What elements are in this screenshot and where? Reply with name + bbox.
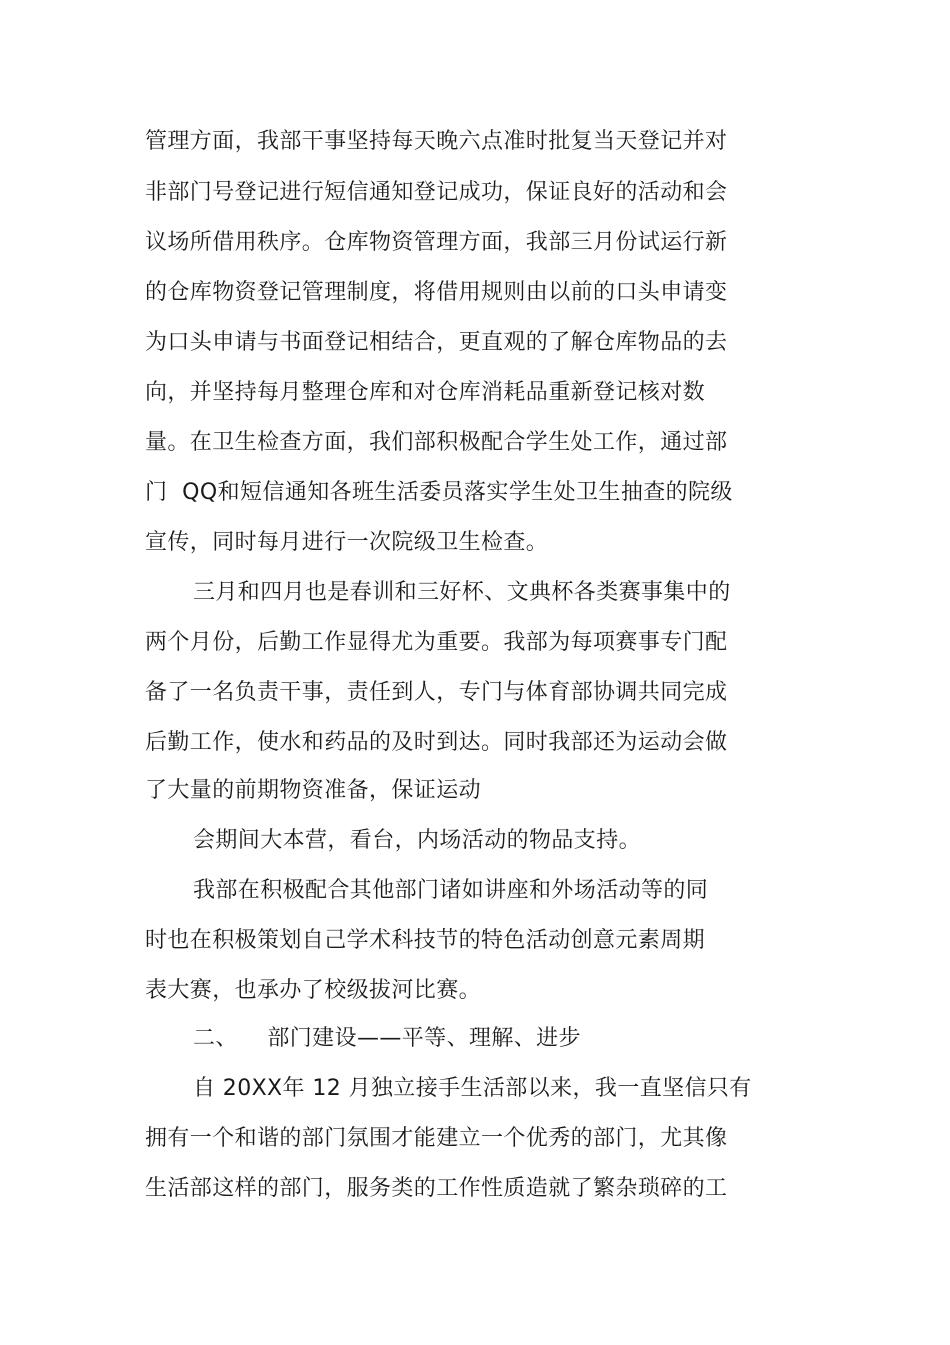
text-line: 生活部这样的部门，服务类的工作性质造就了繁杂琐碎的工 bbox=[145, 1176, 728, 1201]
text-line: 非部门号登记进行短信通知登记成功，保证良好的活动和会 bbox=[145, 180, 728, 205]
section-heading: 二、 部门建设——平等、理解、进步 bbox=[193, 1026, 581, 1051]
text-line: 为口头申请与书面登记相结合，更直观的了解仓库物品的去 bbox=[145, 330, 728, 355]
text-line: 表大赛，也承办了校级拔河比赛。 bbox=[145, 978, 482, 1003]
text-line: 管理方面，我部干事坚持每天晚六点准时批复当天登记并对 bbox=[145, 129, 728, 154]
text-line: 的仓库物资登记管理制度，将借用规则由以前的口头申请变 bbox=[145, 280, 728, 305]
text-line: 了大量的前期物资准备，保证运动 bbox=[145, 778, 482, 803]
text-line: 自 20XX年 12 月独立接手生活部以来，我一直坚信只有 bbox=[193, 1076, 752, 1101]
text-line: 三月和四月也是春训和三好杯、文典杯各类赛事集中的 bbox=[193, 580, 731, 605]
text-line: 备了一名负责干事，责任到人，专门与体育部协调共同完成 bbox=[145, 680, 728, 705]
text-line: 议场所借用秩序。仓库物资管理方面，我部三月份试运行新 bbox=[145, 230, 728, 255]
text-line: 后勤工作，使水和药品的及时到达。同时我部还为运动会做 bbox=[145, 730, 728, 755]
text-line: 向，并坚持每月整理仓库和对仓库消耗品重新登记核对数 bbox=[145, 380, 706, 405]
text-line: 我部在积极配合其他部门诸如讲座和外场活动等的同 bbox=[193, 878, 709, 903]
text-line: 时也在积极策划自己学术科技节的特色活动创意元素周期 bbox=[145, 928, 706, 953]
text-line: 宣传，同时每月进行一次院级卫生检查。 bbox=[145, 530, 549, 555]
text-line: 两个月份，后勤工作显得尤为重要。我部为每项赛事专门配 bbox=[145, 630, 728, 655]
text-line: 拥有一个和谐的部门氛围才能建立一个优秀的部门，尤其像 bbox=[145, 1126, 728, 1151]
text-line: 门 QQ和短信通知各班生活委员落实学生处卫生抽查的院级 bbox=[145, 480, 733, 505]
text-line: 量。在卫生检查方面，我们部积极配合学生处工作，通过部 bbox=[145, 430, 728, 455]
text-line: 会期间大本营，看台，内场活动的物品支持。 bbox=[193, 828, 642, 853]
